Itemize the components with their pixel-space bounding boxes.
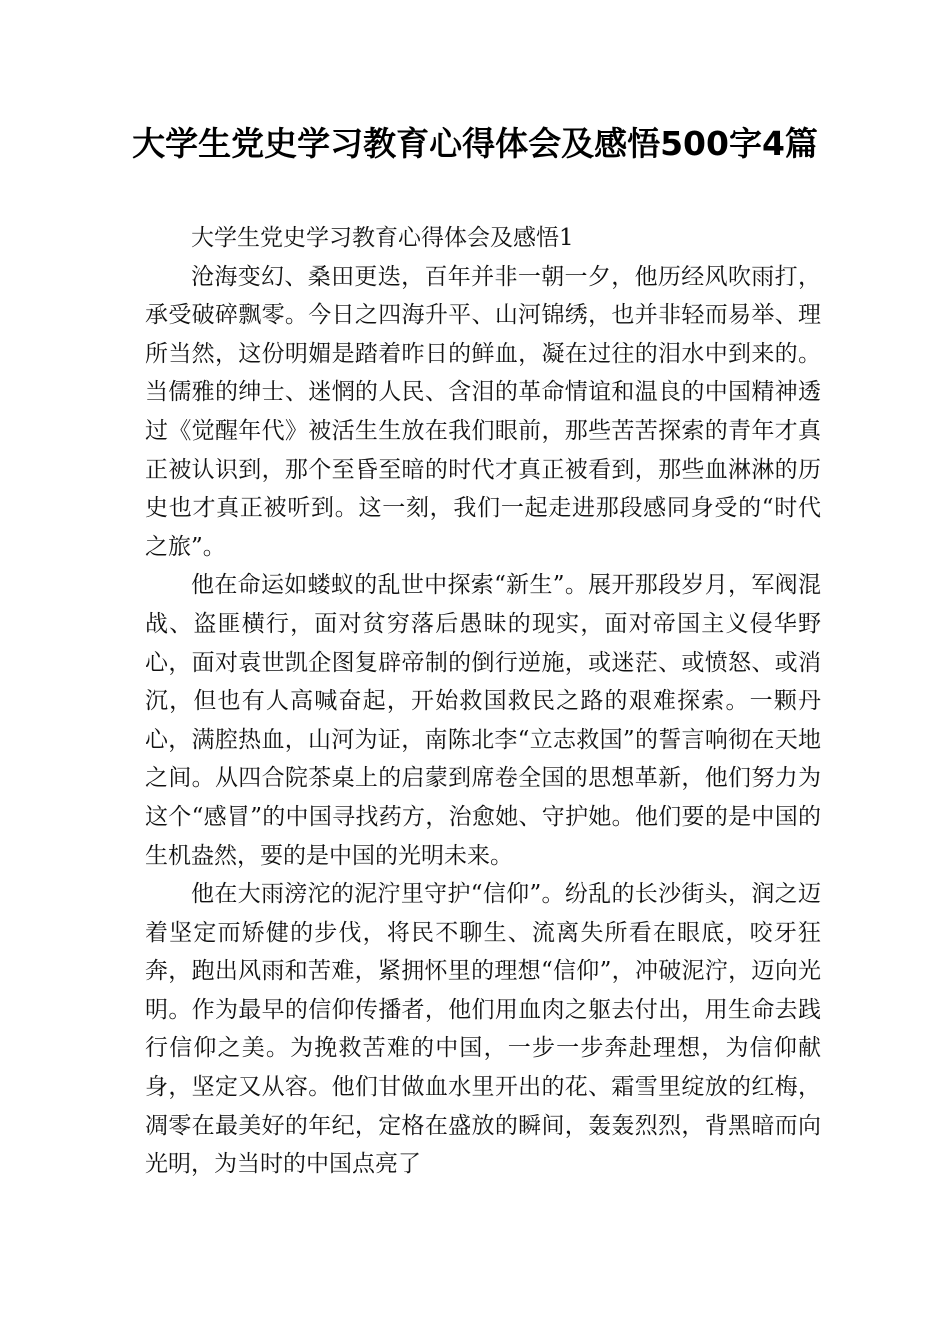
section-heading: 大学生党史学习教育心得体会及感悟1 bbox=[191, 225, 574, 251]
body-paragraph: 他在命运如蝼蚁的乱世中探索“新生”。展开那段岁月，军阀混战、盗匪横行，面对贫穷落后愚昧的现实，面对帝国主义侵华野心，面对袁世凯企图复辟帝制的倒行逆施，或迷茫、或愤怒、或消沉，但也有人高喊奋起，开始救国救民之路的艰难探索。一颗丹心，满腔热血，山河为证，南陈北李“立志救国”的誓言响彻在天地之间。从四合院茶桌上的启蒙到席卷全国的思想革新，他们努力为这个“感冒”的中国寻找药方，治愈她、守护她。他们要的是中国的生机盎然，要的是中国的光明未来。 bbox=[145, 572, 821, 869]
document-body bbox=[145, 219, 821, 1184]
document-title: 大学生党史学习教育心得体会及感悟500字4篇 bbox=[132, 124, 818, 163]
body-paragraph: 沧海变幻、桑田更迭，百年并非一朝一夕，他历经风吹雨打，承受破碎飘零。今日之四海升平、山河锦绣，也并非轻而易举、理所当然，这份明媚是踏着昨日的鲜血，凝在过往的泪水中到来的。当儒雅的绅士、迷惘的人民、含泪的革命情谊和温良的中国精神透过《觉醒年代》被活生生放在我们眼前，那些苦苦探索的青年才真正被认识到，那个至昏至暗的时代才真正被看到，那些血淋淋的历史也才真正被听到。这一刻，我们一起走进那段感同身受的“时代之旅”。 bbox=[145, 263, 821, 560]
body-paragraph: 他在大雨滂沱的泥泞里守护“信仰”。纷乱的长沙街头，润之迈着坚定而矫健的步伐，将民不聊生、流离失所看在眼底，咬牙狂奔，跑出风雨和苦难，紧拥怀里的理想“信仰”，冲破泥泞，迈向光明。作为最早的信仰传播者，他们用血肉之躯去付出，用生命去践行信仰之美。为挽救苦难的中国，一步一步奔赴理想，为信仰献身，坚定又从容。他们甘做血水里开出的花、霜雪里绽放的红梅，凋零在最美好的年纪，定格在盛放的瞬间，轰轰烈烈，背黑暗而向光明，为当时的中国点亮了 bbox=[145, 881, 821, 1178]
